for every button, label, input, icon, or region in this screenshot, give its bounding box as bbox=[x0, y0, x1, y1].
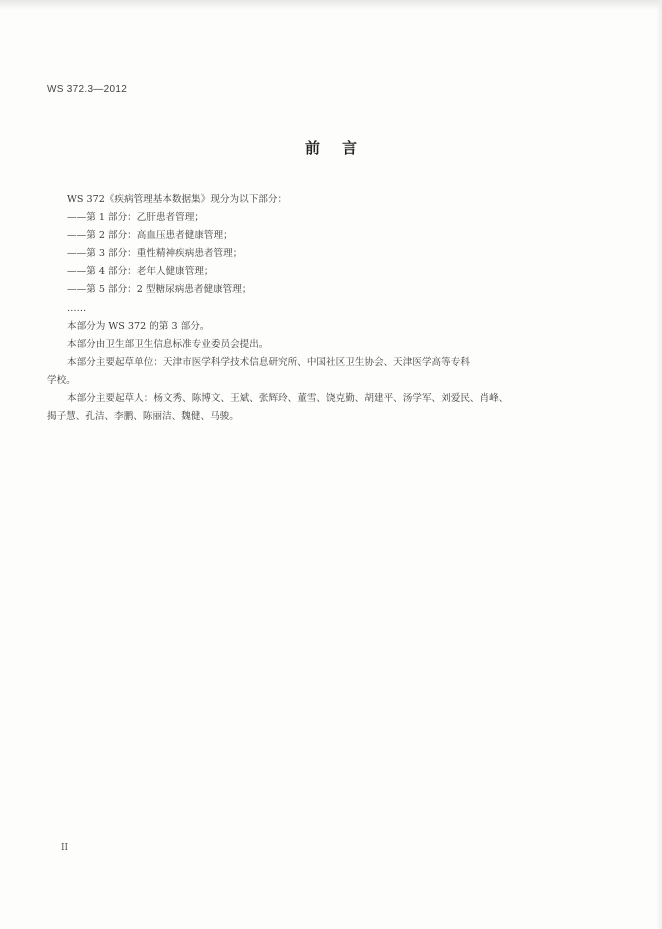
foreword-line: …… bbox=[67, 302, 87, 314]
foreword-line: 本部分主要起草人：杨文秀、陈博文、王斌、张辉玲、董雪、饶克勤、胡建平、汤学军、刘爱民、肖峰、 bbox=[67, 393, 509, 405]
foreword-line: ——第 2 部分：高血压患者健康管理； bbox=[67, 230, 233, 242]
foreword-line: 本部分为 WS 372 的第 3 部分。 bbox=[67, 320, 210, 332]
foreword-line: 本部分主要起草单位：天津市医学科学技术信息研究所、中国社区卫生协会、天津医学高等专科 bbox=[67, 356, 470, 368]
foreword-body bbox=[47, 191, 547, 426]
foreword-line: ——第 1 部分：乙肝患者管理； bbox=[67, 212, 204, 224]
page-title: 前言 bbox=[304, 139, 379, 157]
standard-code: WS 372.3—2012 bbox=[47, 84, 128, 95]
foreword-line: 揭子慧、孔洁、李鹏、陈丽洁、魏健、马骏。 bbox=[47, 411, 239, 423]
foreword-line: 本部分由卫生部卫生信息标准专业委员会提出。 bbox=[67, 338, 269, 350]
foreword-line: ——第 3 部分：重性精神疾病患者管理； bbox=[67, 248, 243, 260]
foreword-line: WS 372《疾病管理基本数据集》现分为以下部分： bbox=[67, 194, 288, 205]
page-number: II bbox=[61, 843, 69, 853]
scan-edge-top bbox=[0, 0, 662, 10]
foreword-line: 学校。 bbox=[47, 374, 76, 386]
foreword-line: ——第 4 部分：老年人健康管理； bbox=[67, 266, 214, 278]
foreword-line: ——第 5 部分：2 型糖尿病患者健康管理； bbox=[67, 284, 252, 296]
